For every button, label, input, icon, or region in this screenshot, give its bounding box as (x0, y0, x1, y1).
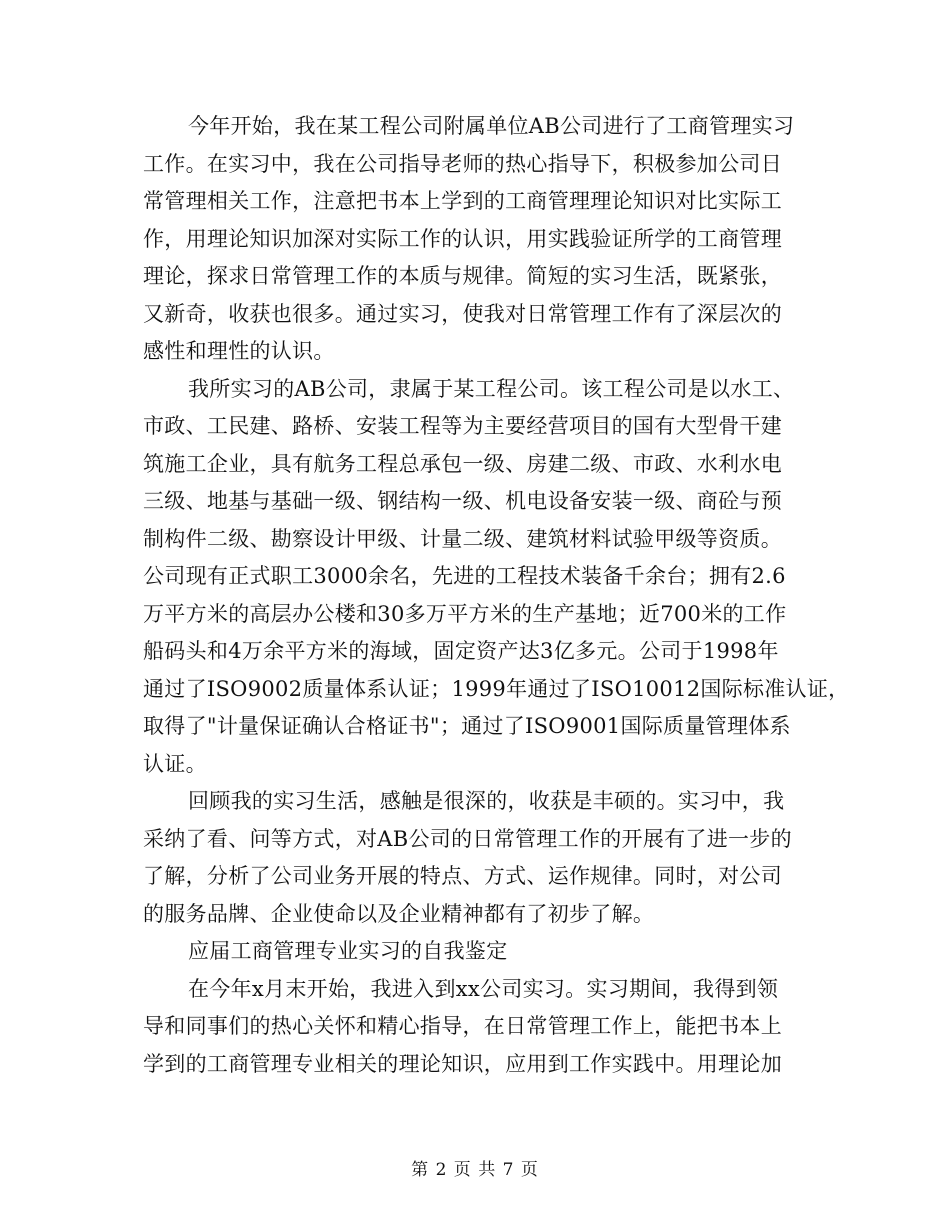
text-line: 工作。在实习中，我在公司指导老师的热心指导下，积极参加公司日 (143, 151, 782, 176)
text-line: 我所实习的AB公司，隶属于某工程公司。该工程公司是以水工、 (188, 376, 795, 401)
text-line: 作，用理论知识加深对实际工作的认识，用实践验证所学的工商管理 (143, 226, 782, 251)
text-line: 万平方米的高层办公楼和30多万平方米的生产基地；近700米的工作 (143, 601, 787, 626)
text-line: 的服务品牌、企业使命以及企业精神都有了初步了解。 (143, 901, 655, 926)
text-line: 回顾我的实习生活，感触是很深的，收获是丰硕的。实习中，我 (188, 789, 785, 813)
text-line: 采纳了看、问等方式，对AB公司的日常管理工作的开展有了进一步的 (143, 826, 792, 851)
text-line: 筑施工企业，具有航务工程总承包一级、房建二级、市政、水利水电 (143, 451, 782, 476)
text-line: 取得了"计量保证确认合格证书"；通过了ISO9001国际质量管理体系 (143, 714, 791, 738)
text-line: 了解，分析了公司业务开展的特点、方式、运作规律。同时，对公司 (143, 864, 782, 888)
text-line: 学到的工商管理专业相关的理论知识，应用到工作实践中。用理论加 (143, 1051, 782, 1076)
text-line: 理论，探求日常管理工作的本质与规律。简短的实习生活，既紧张， (143, 264, 782, 288)
text-line: 又新奇，收获也很多。通过实习，使我对日常管理工作有了深层次的 (143, 301, 782, 326)
text-line: 今年开始，我在某工程公司附属单位AB公司进行了工商管理实习 (188, 114, 795, 138)
text-line: 导和同事们的热心关怀和精心指导，在日常管理工作上，能把书本上 (143, 1014, 782, 1038)
section-heading: 应届工商管理专业实习的自我鉴定 (188, 939, 508, 963)
text-line: 船码头和4万余平方米的海域，固定资产达3亿多元。公司于1998年 (143, 639, 779, 663)
text-line: 通过了ISO9002质量体系认证；1999年通过了ISO10012国际标准认证， (143, 676, 850, 701)
document-body (143, 108, 850, 1083)
text-line: 感性和理性的认识。 (143, 339, 335, 363)
page-number-footer: 第 2 页 共 7 页 (411, 1160, 539, 1180)
text-line: 常管理相关工作，注意把书本上学到的工商管理理论知识对比实际工 (143, 189, 782, 213)
text-line: 三级、地基与基础一级、钢结构一级、机电设备安装一级、商砼与预 (143, 489, 782, 513)
text-line: 市政、工民建、路桥、安装工程等为主要经营项目的国有大型骨干建 (143, 414, 782, 438)
text-line: 制构件二级、勘察设计甲级、计量二级、建筑材料试验甲级等资质。 (143, 526, 782, 551)
text-line: 在今年x月末开始，我进入到xx公司实习。实习期间，我得到领 (188, 976, 779, 1001)
text-line: 公司现有正式职工3000余名，先进的工程技术装备千余台；拥有2.6 (143, 564, 786, 588)
text-line: 认证。 (143, 751, 207, 776)
